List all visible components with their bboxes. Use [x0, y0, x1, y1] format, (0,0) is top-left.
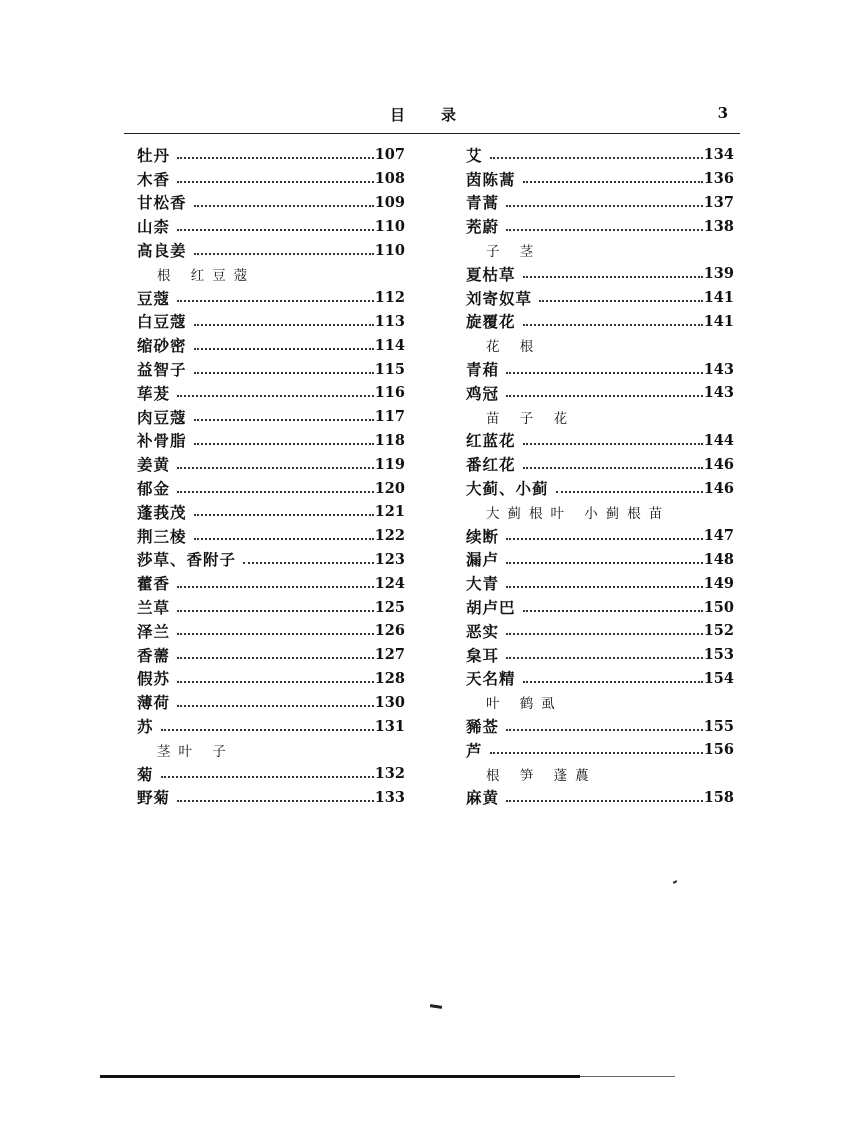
entry-page-number: 131 — [374, 717, 405, 735]
toc-entry — [466, 476, 734, 500]
toc-entry — [137, 143, 405, 167]
entry-page-number: 120 — [374, 479, 405, 497]
entry-page-number: 110 — [374, 217, 405, 235]
toc-entry — [466, 786, 734, 810]
dot-leader — [194, 418, 374, 421]
entry-page-number: 127 — [374, 646, 405, 664]
entry-name: 漏卢 — [466, 550, 500, 570]
toc-subheading — [466, 690, 734, 714]
subheading-text: 茎叶 子 — [157, 743, 234, 760]
entry-name: 恶实 — [466, 621, 500, 641]
subheading-text: 大蓟根叶 小蓟根苗 — [486, 505, 671, 522]
entry-name: 姜黄 — [137, 455, 171, 475]
entry-name: 高良姜 — [137, 241, 187, 261]
subheading-text: 叶 鹤虱 — [486, 696, 563, 713]
entry-name: 兰草 — [137, 598, 171, 618]
toc-entry — [137, 667, 405, 691]
toc-entry — [466, 357, 734, 381]
toc-subheading — [466, 762, 734, 786]
dot-leader — [177, 799, 374, 802]
header-rule — [124, 133, 740, 134]
entry-page-number: 139 — [703, 265, 734, 283]
toc-entry — [137, 357, 405, 381]
dot-leader — [194, 204, 374, 207]
entry-name: 番红花 — [466, 455, 516, 475]
dot-leader — [506, 394, 703, 397]
entry-name: 茵陈蒿 — [466, 169, 516, 189]
toc-entry — [466, 619, 734, 643]
entry-name: 芦 — [466, 740, 483, 760]
dot-leader — [161, 775, 374, 778]
entry-name: 茺蔚 — [466, 217, 500, 237]
dot-leader — [177, 228, 374, 231]
dot-leader — [177, 632, 374, 635]
entry-page-number: 154 — [703, 669, 734, 687]
toc-subheading — [466, 238, 734, 262]
toc-entry — [137, 214, 405, 238]
toc-entry — [466, 571, 734, 595]
entry-name: 荜茇 — [137, 383, 171, 403]
entry-page-number: 126 — [374, 622, 405, 640]
entry-name: 青葙 — [466, 360, 500, 380]
dot-leader — [177, 156, 374, 159]
entry-name: 山柰 — [137, 217, 171, 237]
entry-page-number: 116 — [374, 384, 405, 402]
toc-entry — [137, 500, 405, 524]
toc-subheading — [466, 500, 734, 524]
dot-leader — [177, 704, 374, 707]
dot-leader — [506, 585, 703, 588]
entry-page-number: 150 — [703, 598, 734, 616]
subheading-text: 苗 子 花 — [486, 410, 576, 427]
dot-leader — [506, 228, 703, 231]
entry-name: 鸡冠 — [466, 383, 500, 403]
dot-leader — [556, 490, 703, 493]
footer-rule — [100, 1075, 580, 1078]
toc-entry — [466, 643, 734, 667]
subheading-text: 根 笋 蓬蕽 — [486, 767, 597, 784]
toc-entry — [137, 238, 405, 262]
toc-entry — [466, 738, 734, 762]
toc-entry — [137, 310, 405, 334]
dot-leader — [506, 204, 703, 207]
dot-leader — [506, 371, 703, 374]
entry-page-number: 124 — [374, 574, 405, 592]
entry-name: 麻黄 — [466, 788, 500, 808]
toc-entry — [137, 595, 405, 619]
toc-entry — [137, 548, 405, 572]
dot-leader — [523, 466, 703, 469]
entry-page-number: 128 — [374, 669, 405, 687]
entry-page-number: 115 — [374, 360, 405, 378]
toc-entry — [137, 619, 405, 643]
toc-entry — [466, 452, 734, 476]
entry-name: 肉豆蔻 — [137, 407, 187, 427]
entry-page-number: 141 — [703, 312, 734, 330]
dot-leader — [177, 680, 374, 683]
entry-page-number: 156 — [703, 741, 734, 759]
entry-page-number: 113 — [374, 312, 405, 330]
dot-leader — [539, 299, 703, 302]
page-header — [126, 104, 736, 130]
entry-page-number: 132 — [374, 765, 405, 783]
entry-page-number: 147 — [703, 527, 734, 545]
entry-name: 刘寄奴草 — [466, 288, 533, 308]
entry-page-number: 149 — [703, 574, 734, 592]
dot-leader — [490, 156, 703, 159]
entry-page-number: 107 — [374, 146, 405, 164]
entry-name: 旋覆花 — [466, 312, 516, 332]
entry-page-number: 119 — [374, 455, 405, 473]
toc-left-column — [137, 143, 405, 809]
toc-entry — [466, 310, 734, 334]
dot-leader — [523, 442, 703, 445]
dot-leader — [506, 799, 703, 802]
dot-leader — [194, 442, 374, 445]
entry-name: 泽兰 — [137, 621, 171, 641]
entry-name: 胡卢巴 — [466, 598, 516, 618]
entry-name: 豆蔻 — [137, 288, 171, 308]
entry-name: 缩砂密 — [137, 336, 187, 356]
dot-leader — [194, 537, 374, 540]
entry-name: 枲耳 — [466, 645, 500, 665]
dot-leader — [194, 347, 374, 350]
dot-leader — [490, 751, 703, 754]
footer-rule-faint — [580, 1076, 675, 1077]
dot-leader — [194, 513, 374, 516]
toc-entry — [137, 452, 405, 476]
toc-entry — [466, 714, 734, 738]
entry-page-number: 133 — [374, 788, 405, 806]
entry-name: 假苏 — [137, 669, 171, 689]
dot-leader — [243, 561, 374, 564]
dot-leader — [523, 680, 703, 683]
entry-page-number: 143 — [703, 360, 734, 378]
entry-name: 郁金 — [137, 479, 171, 499]
entry-page-number: 152 — [703, 622, 734, 640]
dot-leader — [506, 561, 703, 564]
toc-entry — [137, 762, 405, 786]
entry-page-number: 114 — [374, 336, 405, 354]
toc-entry — [137, 714, 405, 738]
toc-entry — [466, 167, 734, 191]
entry-name: 菊 — [137, 764, 154, 784]
page-title: 目录 — [390, 106, 493, 124]
entry-name: 补骨脂 — [137, 431, 187, 451]
toc-entry — [137, 690, 405, 714]
entry-name: 艾 — [466, 145, 483, 165]
entry-name: 蓬莪茂 — [137, 502, 187, 522]
entry-name: 豨莶 — [466, 717, 500, 737]
entry-name: 夏枯草 — [466, 264, 516, 284]
page-number: 3 — [717, 104, 728, 122]
toc-entry — [466, 548, 734, 572]
entry-page-number: 144 — [703, 431, 734, 449]
toc-entry — [466, 143, 734, 167]
entry-page-number: 110 — [374, 241, 405, 259]
entry-page-number: 141 — [703, 289, 734, 307]
dot-leader — [523, 275, 703, 278]
toc-entry — [137, 405, 405, 429]
toc-subheading — [466, 405, 734, 429]
dot-leader — [177, 585, 374, 588]
toc-right-column — [466, 143, 734, 809]
dot-leader — [523, 609, 703, 612]
entry-page-number: 153 — [703, 646, 734, 664]
toc-entry — [137, 643, 405, 667]
toc-entry — [466, 667, 734, 691]
toc-subheading — [137, 262, 405, 286]
dot-leader — [177, 180, 374, 183]
subheading-text: 花 根 — [486, 339, 542, 356]
dot-leader — [506, 632, 703, 635]
dot-leader — [177, 490, 374, 493]
entry-name: 苏 — [137, 717, 154, 737]
entry-name: 薄荷 — [137, 693, 171, 713]
subheading-text: 子 茎 — [486, 244, 542, 261]
dot-leader — [506, 656, 703, 659]
entry-name: 野菊 — [137, 788, 171, 808]
toc-entry — [137, 786, 405, 810]
entry-name: 香薷 — [137, 645, 171, 665]
ink-speck — [673, 880, 677, 884]
entry-page-number: 158 — [703, 788, 734, 806]
entry-name: 大青 — [466, 574, 500, 594]
entry-page-number: 112 — [374, 289, 405, 307]
entry-name: 荆三棱 — [137, 526, 187, 546]
dot-leader — [523, 180, 703, 183]
entry-page-number: 108 — [374, 170, 405, 188]
entry-name: 青蒿 — [466, 193, 500, 213]
toc-entry — [137, 333, 405, 357]
toc-entry — [137, 571, 405, 595]
entry-name: 红蓝花 — [466, 431, 516, 451]
entry-page-number: 137 — [703, 193, 734, 211]
dot-leader — [194, 252, 374, 255]
entry-page-number: 146 — [703, 479, 734, 497]
entry-page-number: 136 — [703, 170, 734, 188]
entry-name: 益智子 — [137, 360, 187, 380]
dot-leader — [523, 323, 703, 326]
ink-speck — [430, 1004, 442, 1009]
toc-entry — [137, 524, 405, 548]
entry-page-number: 125 — [374, 598, 405, 616]
dot-leader — [506, 728, 703, 731]
toc-entry — [466, 214, 734, 238]
entry-page-number: 130 — [374, 693, 405, 711]
dot-leader — [177, 394, 374, 397]
entry-page-number: 122 — [374, 527, 405, 545]
entry-name: 牡丹 — [137, 145, 171, 165]
toc-entry — [466, 191, 734, 215]
entry-name: 天名精 — [466, 669, 516, 689]
entry-page-number: 134 — [703, 146, 734, 164]
toc-entry — [466, 524, 734, 548]
toc-entry — [137, 286, 405, 310]
entry-name: 甘松香 — [137, 193, 187, 213]
toc-entry — [137, 476, 405, 500]
entry-page-number: 146 — [703, 455, 734, 473]
dot-leader — [177, 299, 374, 302]
toc-entry — [466, 286, 734, 310]
toc-entry — [466, 429, 734, 453]
entry-page-number: 143 — [703, 384, 734, 402]
dot-leader — [506, 537, 703, 540]
entry-page-number: 117 — [374, 408, 405, 426]
entry-name: 大蓟、小蓟 — [466, 479, 549, 499]
toc-entry — [466, 262, 734, 286]
entry-page-number: 138 — [703, 217, 734, 235]
dot-leader — [177, 609, 374, 612]
entry-page-number: 118 — [374, 431, 405, 449]
toc-subheading — [466, 333, 734, 357]
dot-leader — [194, 323, 374, 326]
subheading-text: 根 红豆蔻 — [157, 267, 256, 284]
entry-page-number: 121 — [374, 503, 405, 521]
entry-name: 木香 — [137, 169, 171, 189]
entry-name: 白豆蔻 — [137, 312, 187, 332]
toc-entry — [137, 167, 405, 191]
toc-entry — [466, 381, 734, 405]
entry-name: 藿香 — [137, 574, 171, 594]
entry-page-number: 123 — [374, 550, 405, 568]
toc-entry — [137, 191, 405, 215]
entry-name: 莎草、香附子 — [137, 550, 237, 570]
dot-leader — [161, 728, 374, 731]
entry-page-number: 109 — [374, 193, 405, 211]
entry-page-number: 148 — [703, 550, 734, 568]
dot-leader — [177, 466, 374, 469]
toc-subheading — [137, 738, 405, 762]
dot-leader — [177, 656, 374, 659]
entry-page-number: 155 — [703, 717, 734, 735]
dot-leader — [194, 371, 374, 374]
toc-entry — [137, 429, 405, 453]
toc-entry — [466, 595, 734, 619]
toc-entry — [137, 381, 405, 405]
entry-name: 续断 — [466, 526, 500, 546]
